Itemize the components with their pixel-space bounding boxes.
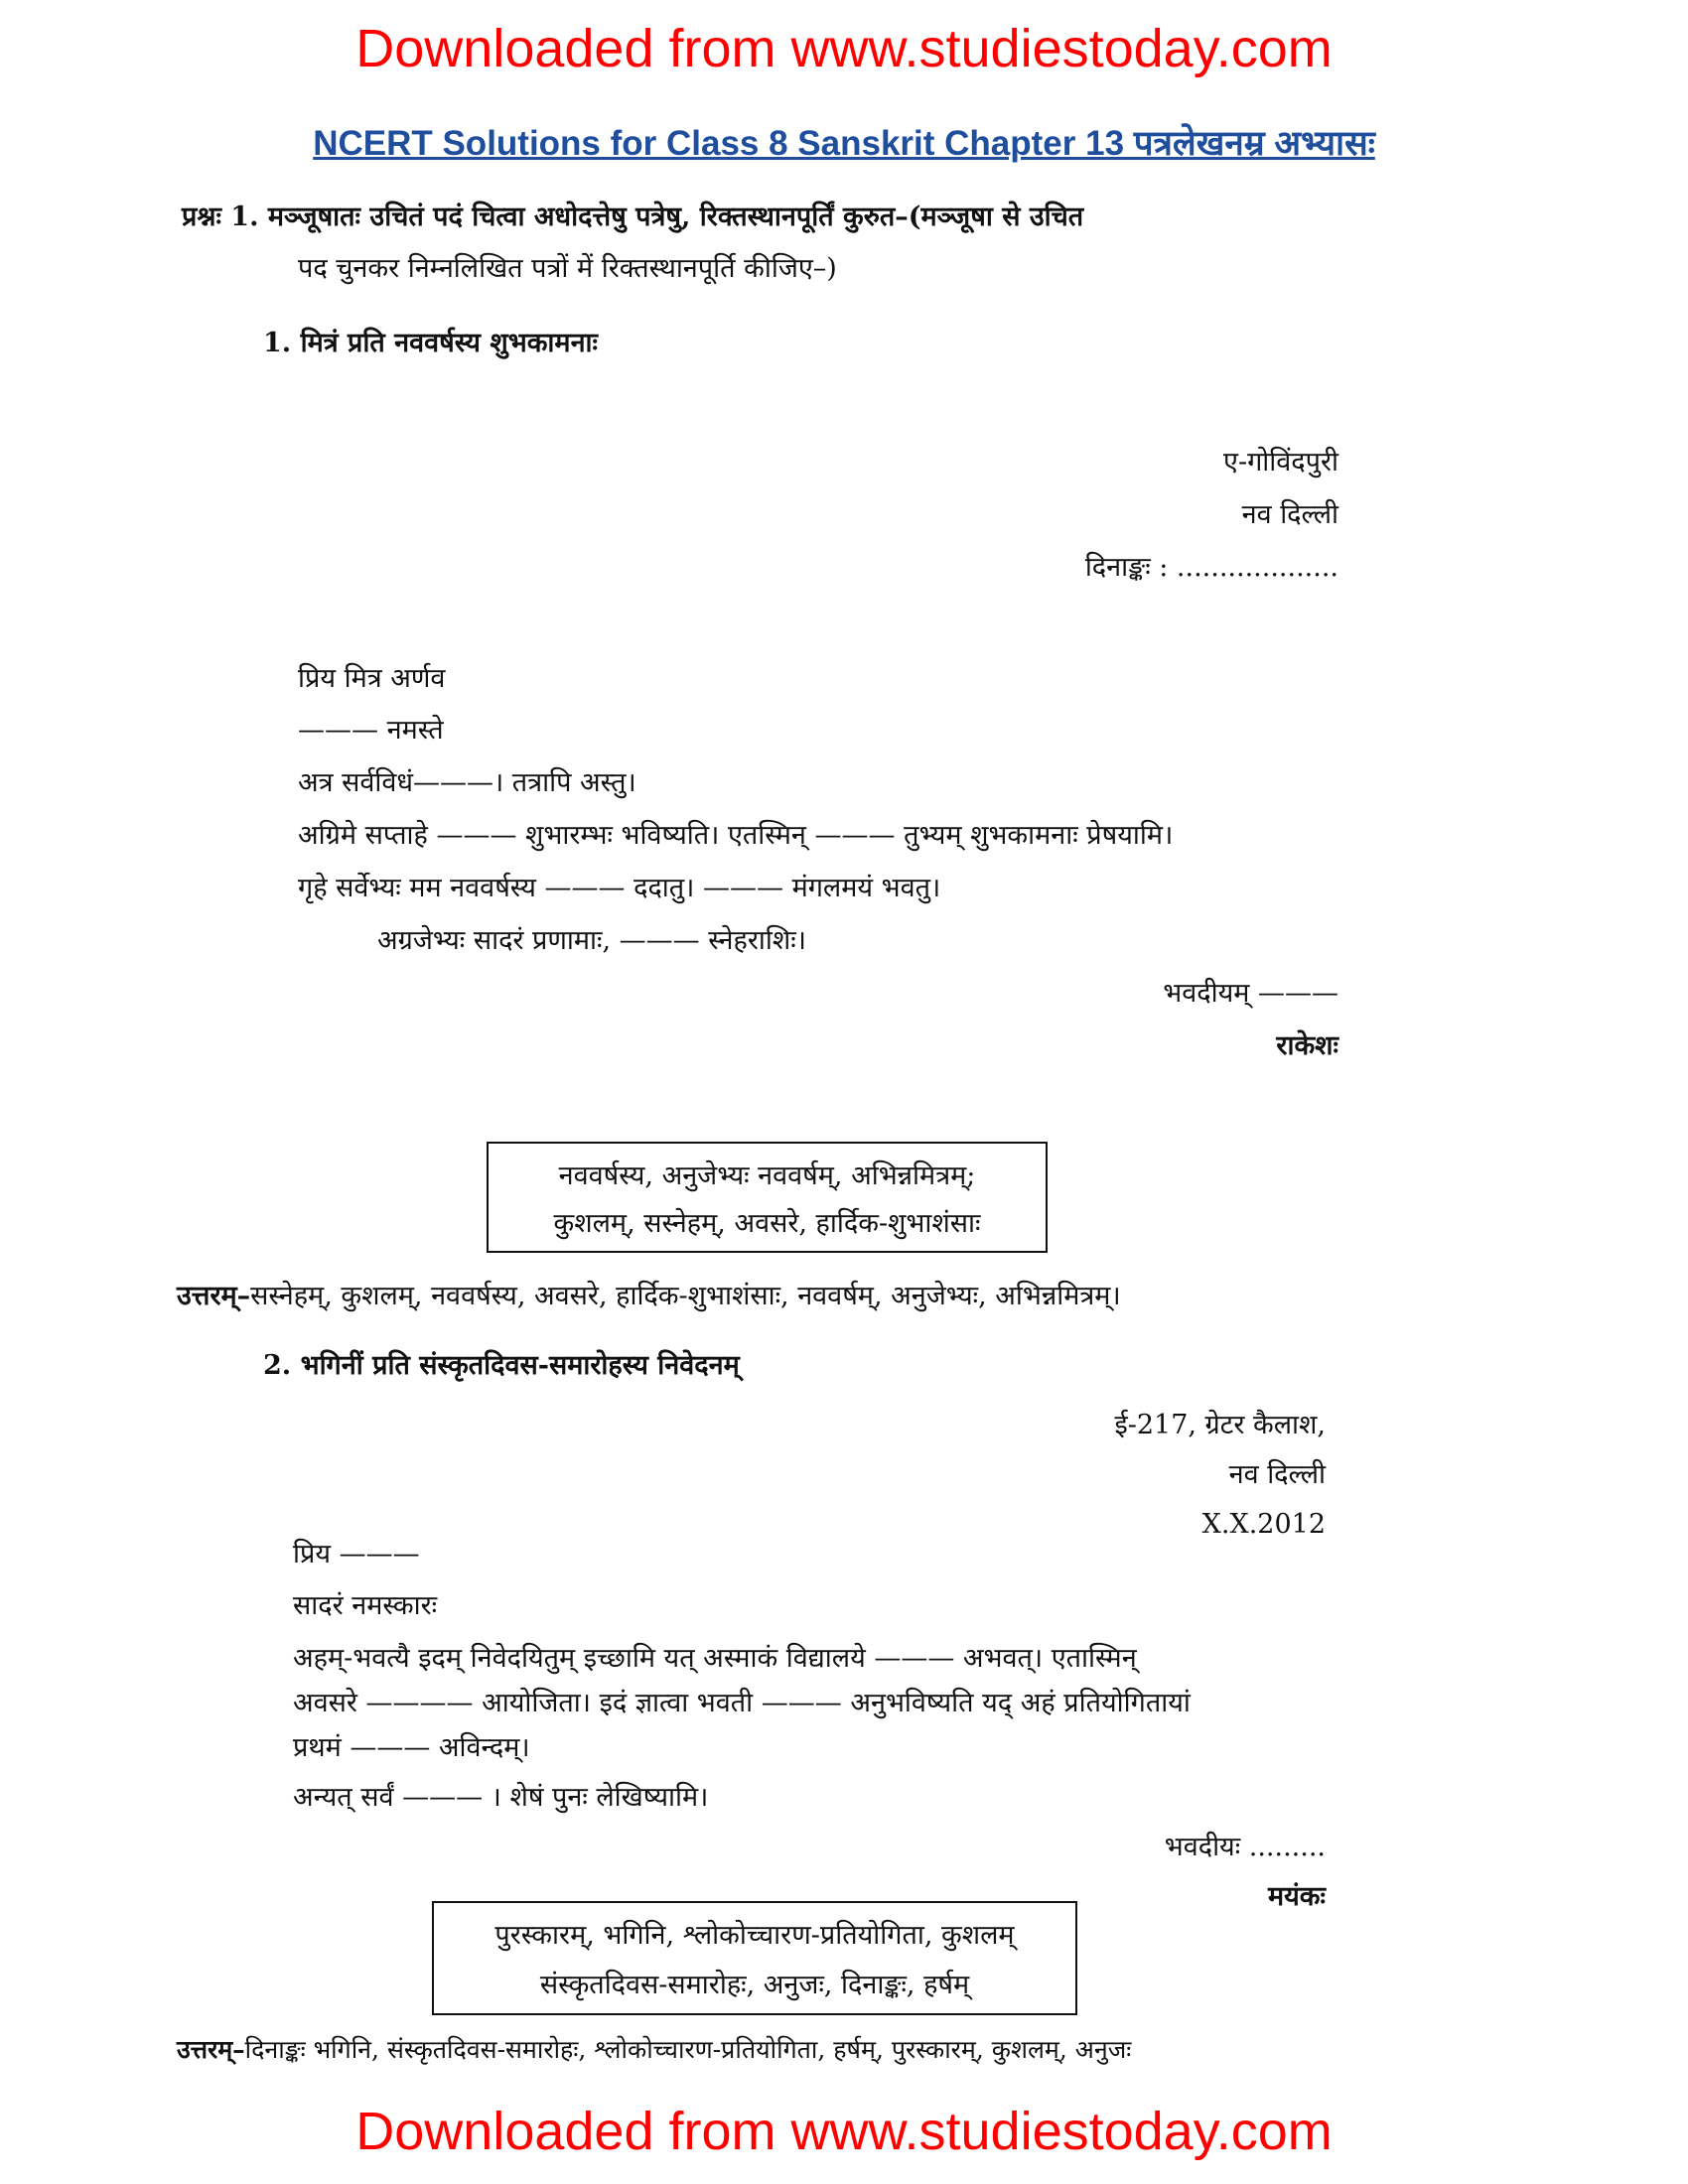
letter1-address-line2: नव दिल्ली [1241,499,1338,530]
letter1-word-box [487,1142,1048,1253]
letter2-answer-label: उत्तरम्– [177,2035,245,2064]
letter1-body-line3: गृहे सर्वेभ्यः मम नववर्षस्य ——— ददातु। ——— मंगलमयं भवतु। [298,873,941,903]
letter1-date: दिनाङ्कः : ................... [1084,552,1338,583]
letter2-answer-text: दिनाङ्कः भगिनि, संस्कृतदिवस-समारोहः, श्लोकोच्चारण-प्रतियोगिता, हर्षम्, पुरस्कारम्, कुशलम्, अनुजः [244,2035,1132,2064]
letter1-closing: भवदीयम् ——— [1163,978,1338,1009]
letter2-body-line3: प्रथमं ——— अविन्दम्। [293,1732,530,1763]
letter2-address-line1: ई-217, ग्रेटर कैलाश, [1114,1410,1326,1440]
letter1-word-box-line1: नववर्षस्य, अनुजेभ्यः नववर्षम्, अभिन्नमित्रम्; [558,1160,976,1191]
letter1-salutation: प्रिय मित्र अर्णव [298,663,446,694]
document-title: NCERT Solutions for Class 8 Sanskrit Chapter 13 पत्रलेखनम्र अभ्यासः [313,124,1375,163]
letter1-body-line1: अत्र सर्वविधं———। तत्रापि अस्तु। [298,767,636,798]
letter1-heading: 1. मित्रं प्रति नववर्षस्य शुभकामनाः [263,328,599,358]
letter2-closing: भवदीयः ......... [1164,1832,1326,1862]
letter2-date: X.X.2012 [1201,1509,1326,1540]
question-line-2: पद चुनकर निम्नलिखित पत्रों में रिक्तस्थानपूर्ति कीजिए–) [298,253,837,284]
letter2-word-box-line2: संस्कृतदिवस-समारोहः, अनुजः, दिनाङ्कः, हर्षम् [539,1970,970,2000]
letter1-word-box-line2: कुशलम्, सस्नेहम्, अवसरे, हार्दिक-शुभाशंसाः [553,1208,981,1239]
download-watermark-top: Downloaded from www.studiestoday.com [355,19,1333,78]
letter1-answer [177,1281,1121,1312]
letter1-address-line1: ए-गोविंदपुरी [1223,447,1338,478]
letter1-body-line2: अग्रिमे सप्ताहे ——— शुभारम्भः भविष्यति। एतस्मिन् ——— तुभ्यम् शुभकामनाः प्रेषयामि। [298,820,1174,851]
letter2-word-box [432,1901,1077,2015]
letter2-address-line2: नव दिल्ली [1228,1459,1326,1490]
letter1-greeting: ——— नमस्ते [298,715,444,746]
letter2-salutation: प्रिय ——— [293,1539,420,1570]
question-line-1: प्रश्नः 1. मञ्जूषातः उचितं पदं चित्वा अधोदत्तेषु पत्रेषु, रिक्तस्थानपूर्तिं कुरुत–(मञ्जूषा से उचित [182,202,1084,232]
letter1-signature: राकेशः [1276,1030,1338,1061]
download-watermark-bottom: Downloaded from www.studiestoday.com [355,2102,1333,2161]
letter1-body-line4: अग्रजेभ्यः सादरं प्रणामाः, ——— स्नेहराशिः। [377,925,806,956]
letter2-body-line2: अवसरे ———— आयोजिता। इदं ज्ञात्वा भवती ——— अनुभविष्यति यद् अहं प्रतियोगितायां [293,1688,1191,1718]
letter2-word-box-line1: पुरस्कारम्, भगिनि, श्लोकोच्चारण-प्रतियोगिता, कुशलम् [494,1920,1015,1951]
letter1-answer-text: सस्नेहम्, कुशलम्, नववर्षस्य, अवसरे, हार्दिक-शुभाशंसाः, नववर्षम्, अनुजेभ्यः, अभिन्नमित्रम्। [250,1281,1121,1311]
letter1-answer-label: उत्तरम्– [177,1281,251,1311]
letter2-answer [177,2035,1131,2065]
letter2-signature: मयंकः [1268,1881,1326,1912]
letter2-heading: 2. भगिनीं प्रति संस्कृतदिवस-समारोहस्य निवेदनम् [263,1350,740,1381]
letter2-greeting: सादरं नमस्कारः [293,1590,438,1621]
letter2-body-line4: अन्यत् सर्वं ——— । शेषं पुनः लेखिष्यामि। [293,1782,709,1813]
letter2-body-line1: अहम्-भवत्यै इदम् निवेदयितुम् इच्छामि यत् अस्माकं विद्यालये ——— अभवत्। एतास्मिन् [293,1643,1137,1674]
